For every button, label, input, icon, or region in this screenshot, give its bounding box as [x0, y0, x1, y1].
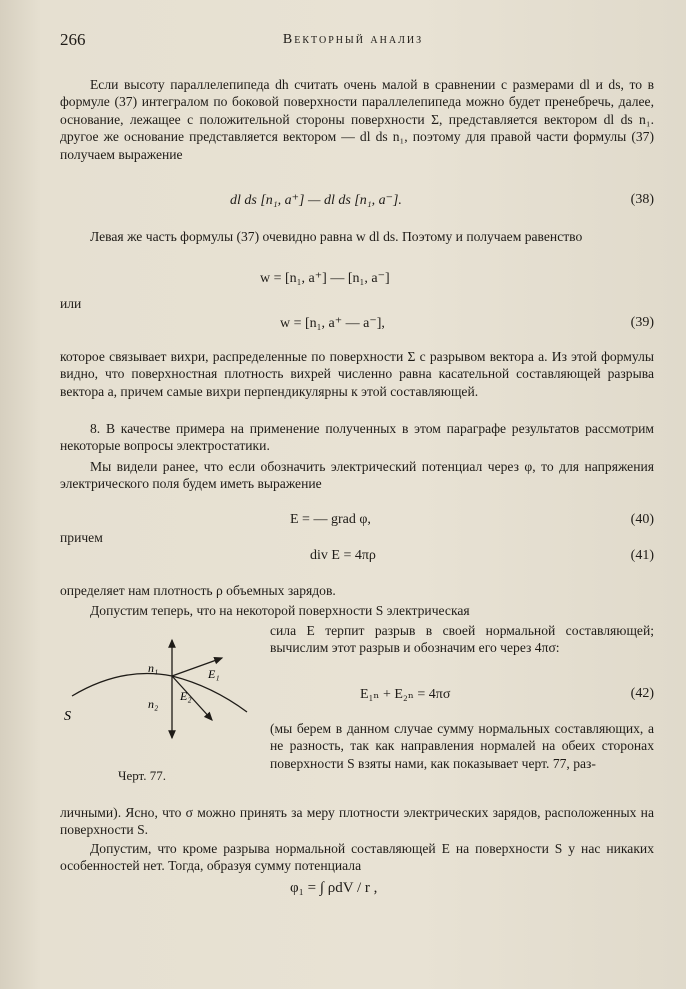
equation-38: [60, 192, 654, 212]
paragraph-text: Мы видели ранее, что если обозначить электрический потенциал через φ, то для напряжения электрического поля будем иметь выражение: [60, 459, 654, 492]
word-where: причем: [60, 530, 103, 545]
paragraph-3: [60, 348, 654, 400]
equation-formula: w = [n₁, a⁺ — a⁻],: [280, 316, 385, 331]
figure-77: [62, 628, 262, 768]
page-header: [60, 30, 646, 52]
paragraph-text: Допустим теперь, что на некоторой поверхности S электрическая: [90, 603, 470, 618]
equation-number: (40): [630, 512, 654, 527]
paragraph-2: [60, 228, 654, 245]
paragraph-1: [60, 76, 654, 163]
running-title: Векторный анализ: [282, 32, 424, 47]
paragraph-text: сила E терпит разрыв в своей нормальной составляющей; вычислим этот разрыв и обозначим его через 4πσ:: [270, 623, 654, 656]
paragraph-text: личными). Ясно, что σ можно принять за меру плотности электрических зарядов, расположенных на поверхности S.: [60, 805, 654, 838]
paragraph-text: определяет нам плотность ρ объемных зарядов.: [60, 583, 336, 598]
paragraph-text: 8. В качестве примера на применение полученных в этом параграфе результатов рассмотрим некоторые вопросы электростатики.: [60, 421, 654, 454]
equation-42: [270, 686, 654, 706]
paragraph-6: [60, 582, 654, 599]
paragraph-text: Левая же часть формулы (37) очевидно равна w dl ds. Поэтому и получаем равенство: [90, 229, 583, 244]
equation-number: (42): [630, 686, 654, 701]
paragraph-5: [60, 458, 654, 493]
paragraph-9: [60, 840, 654, 875]
label-e1: E₁: [208, 667, 220, 681]
paragraph-4: [60, 420, 654, 455]
label-n2: n₂: [148, 697, 159, 711]
paragraph-8-rest: [60, 804, 654, 839]
paragraph-text: (мы берем в данном случае сумму нормальных составляющих, а не разность, так как направления нормалей на обеих сторонах поверхности S взяты нами, как показывает черт. 77, раз-: [270, 721, 654, 771]
paragraph-8-wrapped: [270, 720, 654, 772]
label-n1: n₁: [148, 661, 159, 675]
label-s: S: [64, 709, 71, 724]
equation-formula: dl ds [n₁, a⁺] — dl ds [n₁, a⁻].: [230, 193, 402, 208]
paragraph-text: Допустим, что кроме разрыва нормальной составляющей E на поверхности S у нас никаких особенностей нет. Тогда, образуя сумму потенциала: [60, 841, 654, 874]
equation-number: (41): [630, 548, 654, 563]
equation-formula: w = [n₁, a⁺] — [n₁, a⁻]: [260, 271, 390, 286]
page-number: 266: [60, 30, 86, 49]
paragraph-7b: [270, 622, 654, 657]
equation-39: [60, 315, 654, 335]
equation-integral: φ₁ = ∫ ρdV / r ,: [290, 880, 378, 896]
equation-formula: div E = 4πρ: [310, 548, 376, 563]
paragraph-7a: [60, 602, 654, 619]
equation-formula: E = — grad φ,: [290, 512, 371, 527]
equation-41: [60, 548, 654, 568]
equation-number: (38): [630, 192, 654, 207]
paragraph-text: которое связывает вихри, распределенные по поверхности Σ с разрывом вектора a. Из этой формулы видно, что поверхностная плотность вихрей численно равна касательной составляющей разрыва вектора a, причем самые вихри перпендикулярны к этой составляющей.: [60, 349, 654, 399]
figure-caption: Черт. 77.: [118, 768, 167, 783]
paragraph-text: Если высоту параллелепипеда dh считать очень малой в сравнении с размерами dl и ds, то в формуле (37) интегралом по боковой поверхности параллелепипеда можно будет пренебречь, далее, основание, лежащее с положительной стороны поверхности Σ, представляется вектором dl ds n₁. другое же основание представляется вектором — dl ds n₁, поэтому для правой части формулы (37) получаем выражение: [60, 77, 654, 162]
label-e2: E₂: [180, 689, 192, 703]
equation-number: (39): [630, 315, 654, 330]
word-or: или: [60, 296, 82, 311]
equation-formula: E₁ₙ + E₂ₙ = 4πσ: [360, 687, 451, 702]
surface-curve: [72, 674, 247, 713]
equation-40: [60, 512, 654, 532]
equation-w: [60, 270, 654, 290]
